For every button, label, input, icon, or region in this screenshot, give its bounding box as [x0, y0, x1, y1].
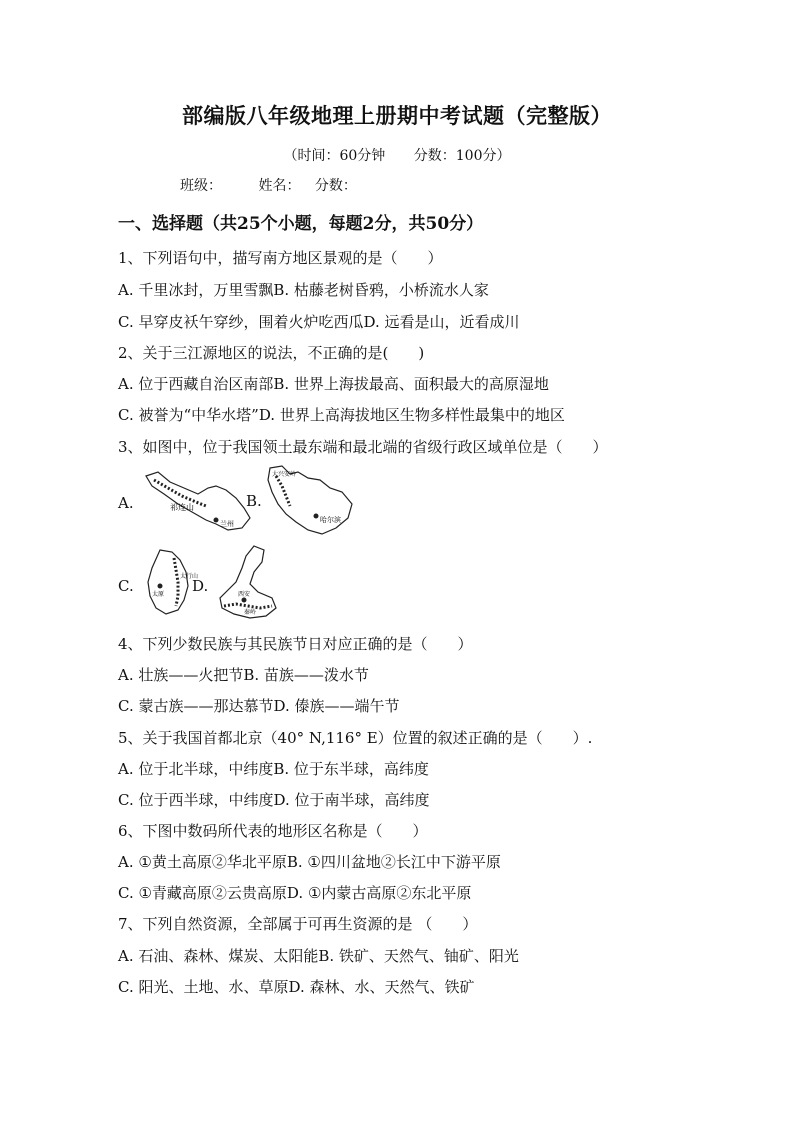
map-label: 大兴安岭 [272, 471, 297, 478]
option-label-d: D. [192, 577, 209, 595]
points-label: 分数： [314, 178, 357, 194]
question-options-cd: C. 被誉为“中华水塔”D. 世界上高海拔地区生物多样性最集中的地区 [118, 406, 565, 424]
question-stem: 1、下列语句中，描写南方地区景观的是（ ） [118, 249, 443, 267]
student-info [180, 175, 389, 195]
question-stem: 2、关于三江源地区的说法，不正确的是( ) [118, 344, 425, 362]
question-stem: 6、下图中数码所代表的地形区名称是（ ） [118, 822, 428, 840]
exam-score: 分数：100分） [413, 148, 511, 164]
class-label: 班级： [180, 178, 222, 194]
map-label: 祁连山 [170, 503, 194, 512]
question-options-cd: C. 位于西半球，中纬度D. 位于南半球，高纬度 [118, 791, 430, 809]
question-stem: 3、如图中，位于我国领土最东端和最北端的省级行政区域单位是（ ） [118, 438, 608, 456]
question-options-ab: A. 位于西藏自治区南部B. 世界上海拔最高、面积最大的高原湿地 [118, 375, 549, 393]
question-options-ab: A. 石油、森林、煤炭、太阳能B. 铁矿、天然气、铀矿、阳光 [118, 947, 519, 965]
question-stem: 7、下列自然资源，全部属于可再生资源的是 （ ） [118, 915, 478, 933]
map-label: 秦岭 [244, 609, 257, 616]
map-gansu [144, 466, 256, 536]
map-label: 哈尔滨 [320, 516, 341, 524]
question-options-cd: C. 蒙古族——那达慕节D. 傣族——端午节 [118, 697, 400, 715]
map-label: 西安 [238, 591, 251, 598]
option-label-c: C. [118, 577, 134, 595]
question-options-ab: A. 千里冰封，万里雪飘B. 枯藤老树昏鸦，小桥流水人家 [118, 281, 489, 299]
map-shaanxi [214, 544, 278, 620]
page-title: 部编版八年级地理上册期中考试题（完整版） [182, 103, 612, 128]
exam-meta [0, 145, 794, 165]
map-label: 太原 [152, 591, 165, 598]
question-options-ab: A. ①黄土高原②华北平原B. ①四川盆地②长江中下游平原 [118, 853, 501, 871]
question-stem: 5、关于我国首都北京（40° N,116° E）位置的叙述正确的是（ ）. [118, 729, 593, 747]
option-label-a: A. [118, 494, 134, 512]
question-stem: 4、下列少数民族与其民族节日对应正确的是（ ） [118, 635, 473, 653]
question-options-cd: C. 阳光、土地、水、草原D. 森林、水、天然气、铁矿 [118, 978, 475, 996]
option-label-b: B. [246, 492, 262, 510]
exam-time: （时间：60分钟 [283, 148, 386, 164]
name-label: 姓名： [258, 178, 301, 194]
question-options-ab: A. 壮族——火把节B. 苗族——泼水节 [118, 666, 369, 684]
question-options-cd: C. ①青藏高原②云贵高原D. ①内蒙古高原②东北平原 [118, 884, 472, 902]
map-shanxi [142, 548, 199, 616]
map-label: 太行山 [180, 573, 199, 580]
question-options-cd: C. 早穿皮袄午穿纱，围着火炉吃西瓜D. 远看是山，近看成川 [118, 313, 520, 331]
section-heading: 一、选择题（共25个小题，每题2分，共50分） [118, 214, 484, 234]
question-options-ab: A. 位于北半球，中纬度B. 位于东半球，高纬度 [118, 760, 429, 778]
map-heilongjiang [264, 464, 358, 538]
map-label: 兰州 [220, 520, 234, 528]
